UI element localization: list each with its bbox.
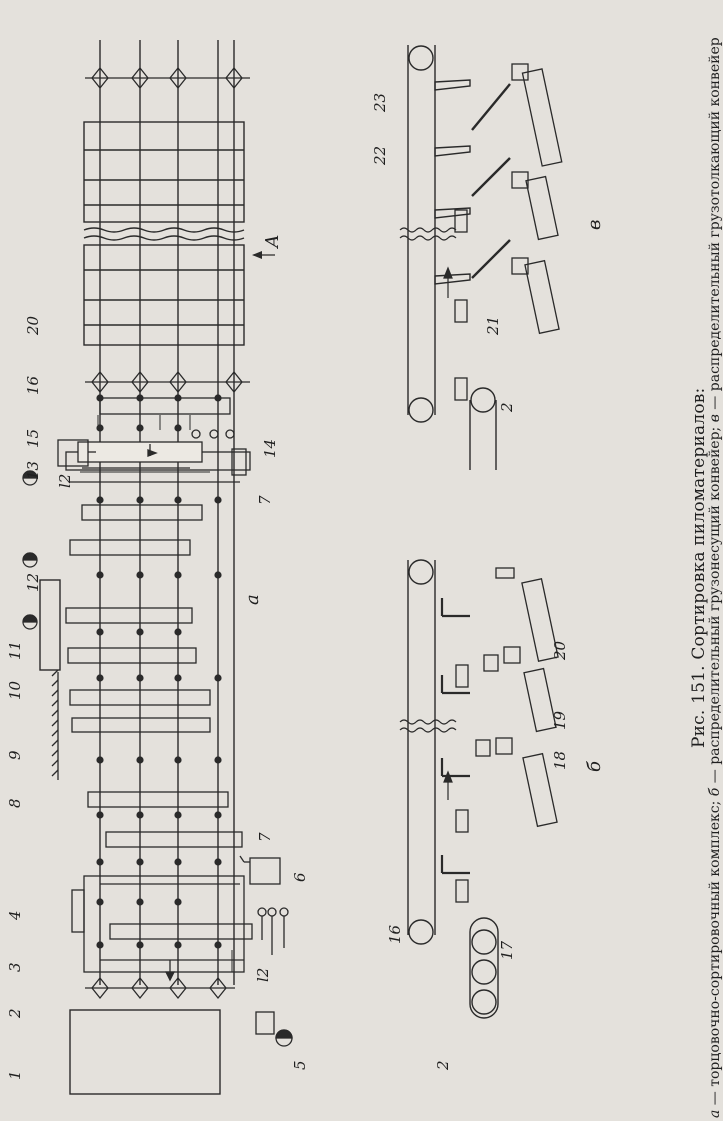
arrow-a-label: А bbox=[262, 234, 283, 248]
caption-legend bbox=[707, 37, 723, 1118]
label-b20: 20 bbox=[551, 640, 569, 660]
sorting-pockets bbox=[84, 122, 244, 345]
label-13: 13 bbox=[24, 460, 42, 480]
view-a-label: а bbox=[242, 594, 263, 605]
view-b-label: б bbox=[584, 761, 605, 772]
conveyor-chains bbox=[100, 40, 234, 985]
dim-l2-bottom: l2 bbox=[254, 967, 272, 982]
view-a-labels bbox=[6, 234, 309, 1080]
label-2: 2 bbox=[6, 1008, 24, 1018]
label-5: 5 bbox=[291, 1060, 309, 1070]
legend-b-letter: б bbox=[707, 787, 723, 797]
label-16: 16 bbox=[24, 375, 42, 395]
label-7-lower: 7 bbox=[256, 832, 274, 842]
rails-8-9 bbox=[52, 670, 58, 780]
legend-v-text: — распределительный грузотолкающий конвейер bbox=[707, 37, 723, 415]
drive-5 bbox=[256, 1012, 292, 1046]
view-v-label: в bbox=[584, 219, 605, 230]
label-4: 4 bbox=[6, 910, 24, 920]
label-6: 6 bbox=[291, 872, 309, 882]
label-1: 1 bbox=[6, 1070, 24, 1080]
legend-v-letter: в bbox=[707, 414, 723, 423]
diamond-row-2 bbox=[85, 978, 235, 998]
drive-7-lower bbox=[240, 856, 280, 884]
label-b17: 17 bbox=[498, 940, 516, 960]
infeed-table bbox=[70, 1010, 220, 1094]
label-14: 14 bbox=[261, 438, 279, 458]
trimmer-unit-top bbox=[66, 442, 250, 482]
label-v22: 22 bbox=[371, 145, 389, 165]
label-b18: 18 bbox=[551, 750, 569, 770]
view-v-labels bbox=[371, 93, 605, 413]
label-10: 10 bbox=[6, 680, 24, 700]
label-7-upper: 7 bbox=[256, 495, 274, 505]
legend-b-text: — распределительный грузонесущий конвейер; bbox=[707, 422, 723, 788]
label-15: 15 bbox=[24, 428, 42, 448]
label-v21: 21 bbox=[484, 315, 502, 335]
top-diamonds bbox=[85, 68, 250, 88]
label-9: 9 bbox=[6, 750, 24, 760]
sprocket-dots bbox=[96, 394, 221, 948]
label-11: 11 bbox=[6, 640, 24, 660]
label-v23: 23 bbox=[371, 92, 389, 112]
diamond-row-16 bbox=[85, 372, 250, 392]
dim-l2-top: l2 bbox=[56, 473, 74, 488]
view-b-carrying-conveyor bbox=[386, 560, 605, 1071]
label-3: 3 bbox=[6, 962, 24, 972]
label-12: 12 bbox=[24, 572, 42, 592]
label-b16: 16 bbox=[386, 924, 404, 944]
label-8: 8 bbox=[6, 798, 24, 808]
view-a-complex bbox=[6, 40, 309, 1094]
arrow-a bbox=[252, 251, 275, 259]
label-b19: 19 bbox=[551, 710, 569, 730]
legend-a-text: — торцовочно-сортировочный комплекс; bbox=[707, 796, 723, 1110]
label-v2: 2 bbox=[498, 402, 516, 412]
caption-title: Рис. 151. Сортировка пиломатериалов: bbox=[689, 387, 709, 748]
boards bbox=[66, 398, 252, 939]
indicator-lights bbox=[23, 471, 37, 629]
view-v-pushing-conveyor bbox=[371, 45, 605, 470]
legend-a-letter: а bbox=[707, 1109, 723, 1118]
label-20: 20 bbox=[24, 315, 42, 335]
label-b2: 2 bbox=[434, 1060, 452, 1070]
panel-10 bbox=[40, 580, 60, 670]
